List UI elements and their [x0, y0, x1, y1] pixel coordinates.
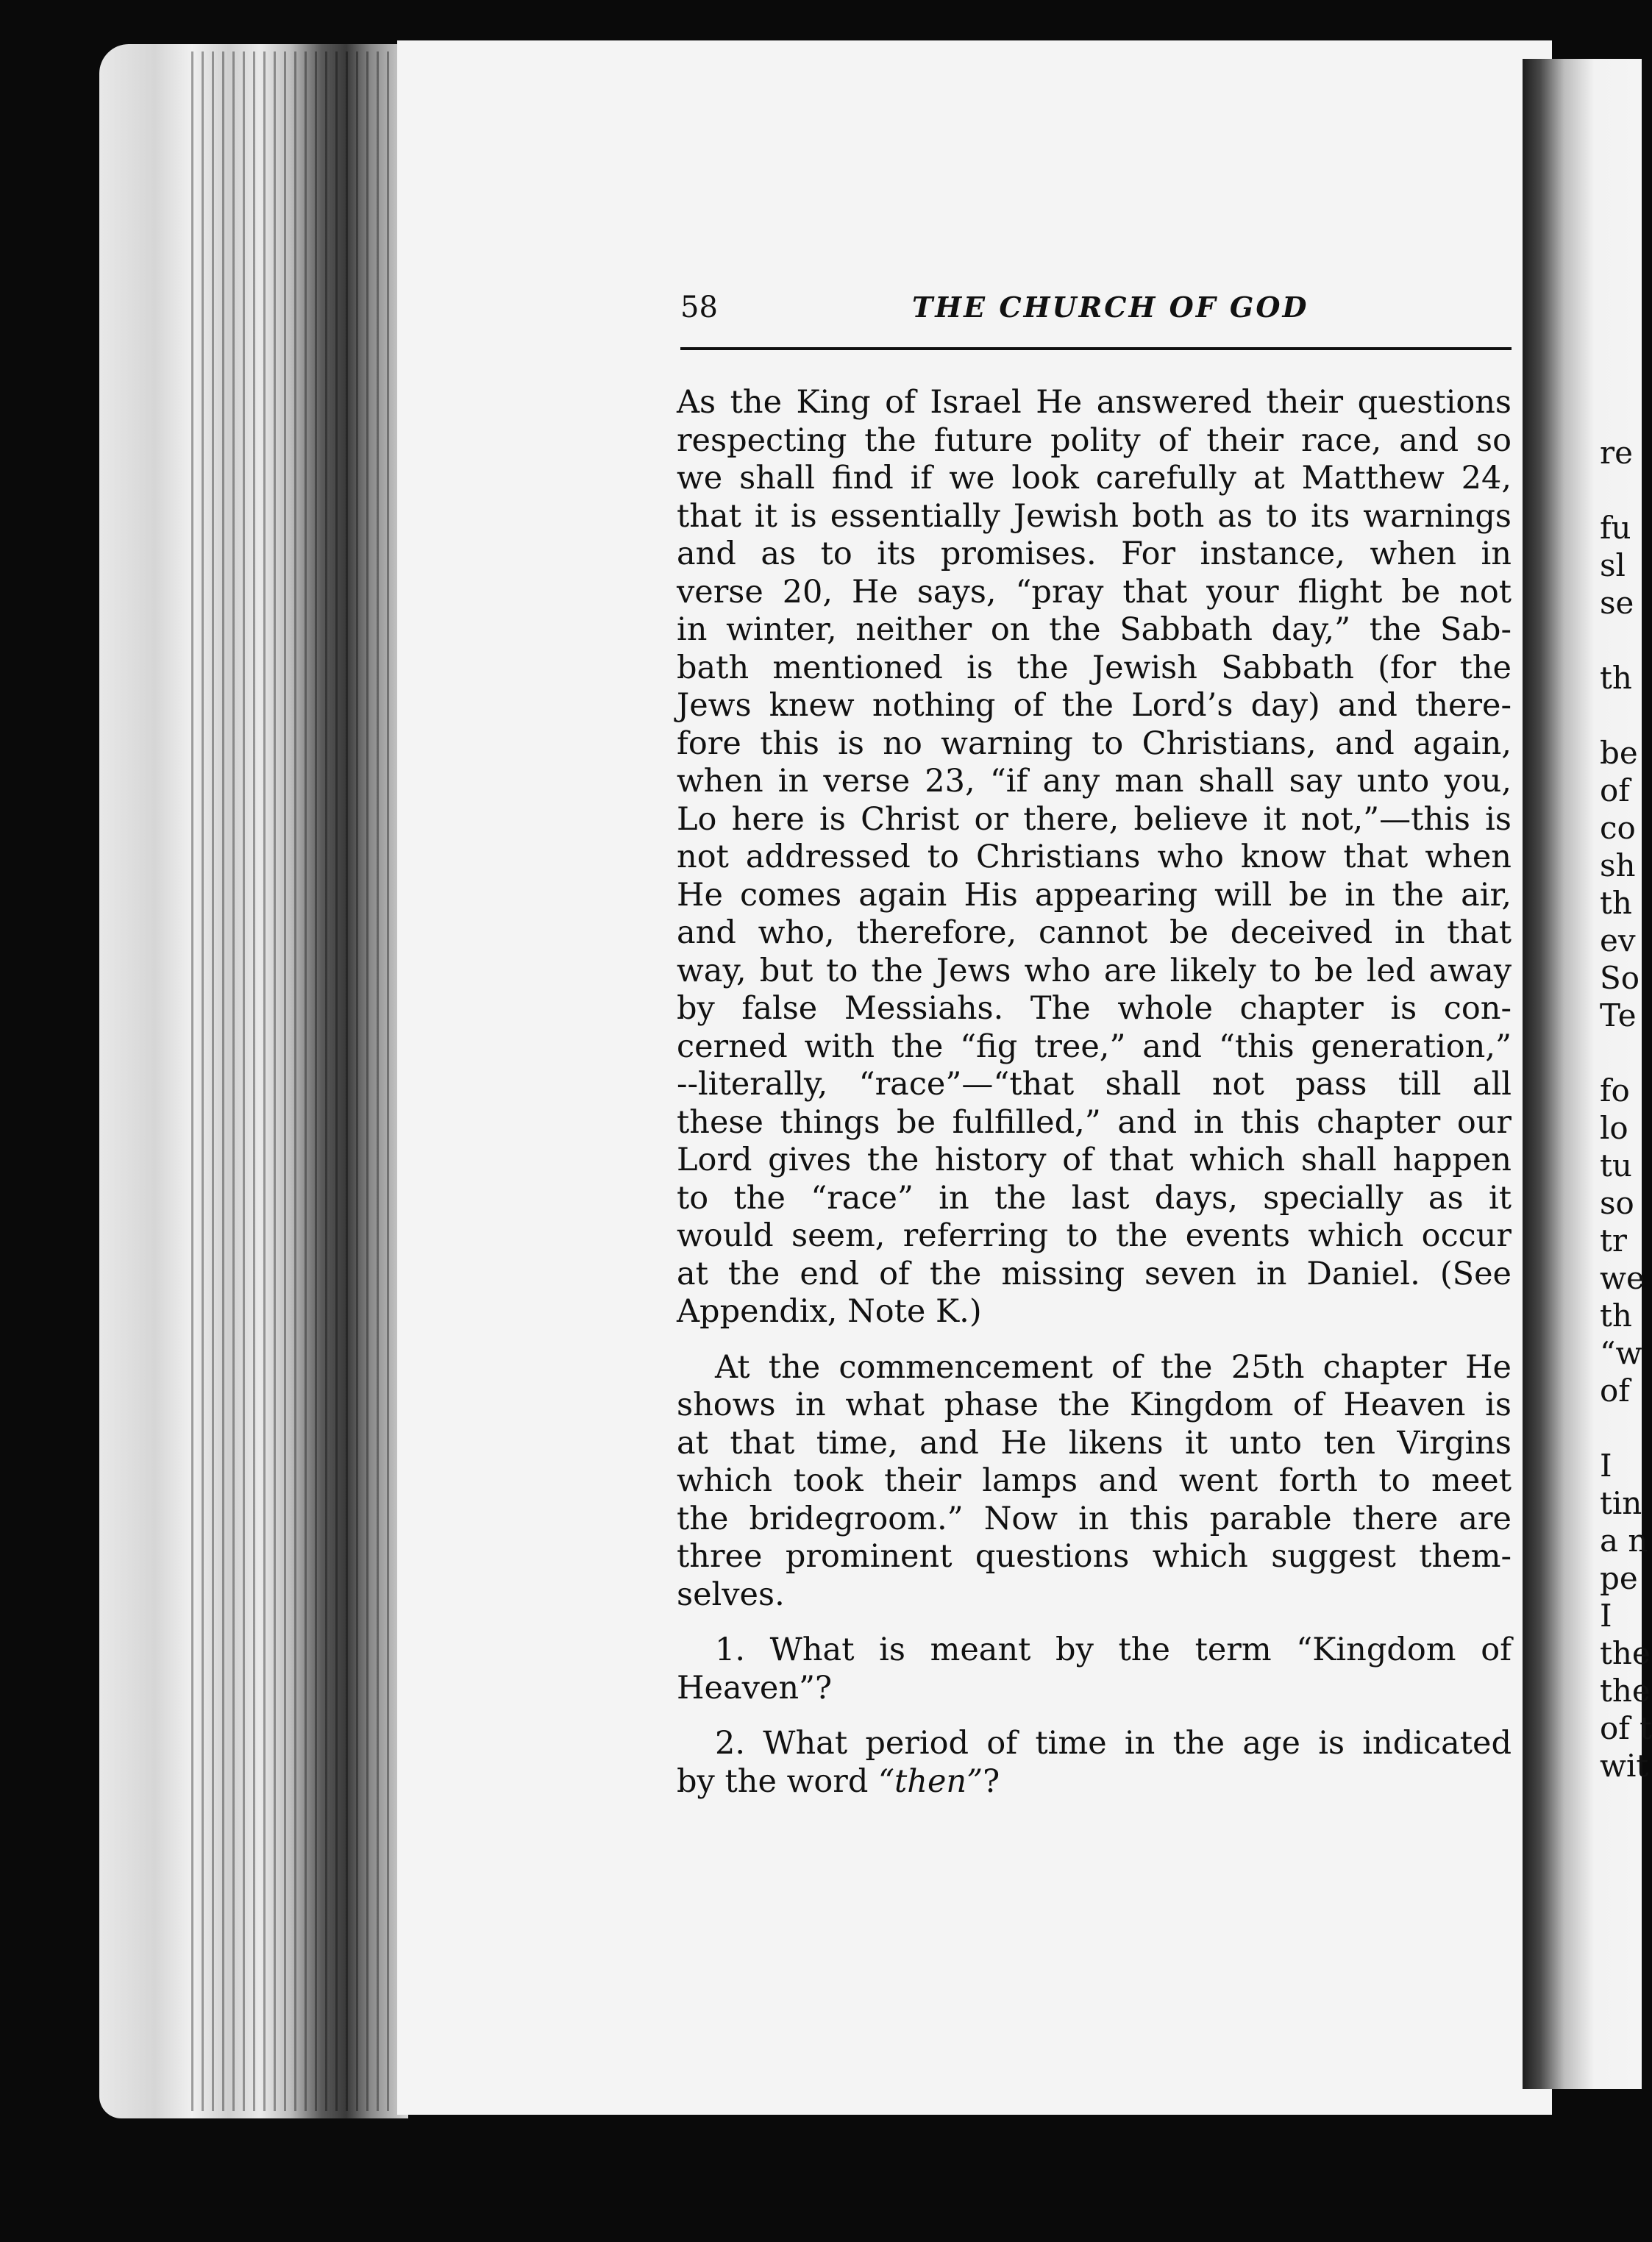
- running-title: THE CHURCH OF GOD: [912, 291, 1309, 324]
- text-line: cerned with the “fig tree,” and “this generation,”: [677, 1028, 1512, 1065]
- text-line: in winter, neither on the Sabbath day,” the Sab-: [677, 611, 1512, 648]
- facing-page-fragment: [1600, 622, 1642, 659]
- facing-page-fragment: of: [1600, 772, 1630, 808]
- facing-page-fragment: tin: [1600, 1485, 1642, 1521]
- facing-page-fragment: co: [1600, 810, 1636, 846]
- text-line: and who, therefore, cannot be deceived in that: [677, 914, 1512, 951]
- text-line: bath mentioned is the Jewish Sabbath (for the: [677, 649, 1512, 686]
- facing-page-fragment: Te: [1600, 997, 1637, 1033]
- facing-page-fragment: th: [1600, 660, 1632, 696]
- facing-page-fragment: be: [1600, 735, 1638, 771]
- text-line: fore this is no warning to Christians, and again,: [677, 725, 1512, 762]
- facing-page-fragment: fu: [1600, 510, 1631, 546]
- text-line: Appendix, Note K.): [677, 1293, 982, 1330]
- question-1: [677, 1631, 1512, 1707]
- facing-page-fragment: lo: [1600, 1110, 1628, 1146]
- page-edge-lines: [191, 51, 405, 2111]
- text-line: these things be fulfilled,” and in this chapter our: [677, 1103, 1512, 1141]
- facing-page-fragment: “w: [1600, 1335, 1642, 1371]
- facing-page-fragment: sl: [1600, 547, 1626, 583]
- facing-page-fragment: se: [1600, 585, 1634, 621]
- question-2-line-2: by the word “then”?: [677, 1762, 1000, 1800]
- facing-page-fragment: of: [1600, 1373, 1630, 1409]
- facing-page-fragment: pe: [1600, 1560, 1638, 1596]
- text-line: Lo here is Christ or there, believe it not,”—this is: [677, 800, 1512, 838]
- running-head: [680, 291, 1512, 335]
- text-line: Jews knew nothing of the Lord’s day) and there-: [677, 687, 1512, 724]
- facing-page-text: [1600, 434, 1652, 1784]
- facing-page-fragment: [1600, 697, 1642, 734]
- facing-page-fragment: th: [1600, 885, 1632, 921]
- text-line: way, but to the Jews who are likely to be led away: [677, 952, 1512, 989]
- facing-page-fragment: ev: [1600, 922, 1636, 958]
- text-line: at the end of the missing seven in Daniel. (See: [677, 1255, 1512, 1292]
- facing-page-fragment: I: [1600, 1598, 1612, 1634]
- text-line: respecting the future polity of their race, and so: [677, 421, 1512, 459]
- text-line: shows in what phase the Kingdom of Heaven is: [677, 1387, 1512, 1423]
- text-line: 1. What is meant by the term “Kingdom of: [715, 1631, 1512, 1668]
- question-2: [677, 1725, 1512, 1801]
- facing-page-fragment: th: [1600, 1298, 1632, 1334]
- question-2-line-1: 2. What period of time in the age is indicated: [715, 1725, 1512, 1762]
- text-line: which took their lamps and went forth to meet: [677, 1462, 1512, 1499]
- facing-page-fragment: of t: [1600, 1710, 1652, 1746]
- facing-page-fragment: wit: [1600, 1748, 1649, 1784]
- facing-page-fragment: So: [1600, 960, 1640, 996]
- facing-page-fragment: [1600, 1409, 1642, 1447]
- text-line: He comes again His appearing will be in the air,: [677, 876, 1512, 914]
- facing-page-fragment: fo: [1600, 1072, 1630, 1108]
- text-line: by false Messiahs. The whole chapter is con-: [677, 990, 1512, 1027]
- facing-page-fragment: [1600, 1034, 1642, 1072]
- text-line: we shall find if we look carefully at Matthew 24,: [677, 460, 1512, 497]
- text-line: Lord gives the history of that which shall happen: [677, 1142, 1512, 1178]
- header-rule: [680, 347, 1512, 350]
- text-line: the bridegroom.” Now in this parable there are: [677, 1500, 1512, 1537]
- facing-page-fragment: so: [1600, 1185, 1634, 1221]
- page-number: 58: [680, 291, 718, 324]
- facing-page-fragment: [1600, 471, 1642, 509]
- text-line: verse 20, He says, “pray that your flight be not: [677, 573, 1512, 611]
- body-text: [677, 384, 1512, 1801]
- text-line: would seem, referring to the events which occur: [677, 1217, 1512, 1254]
- text-line: at that time, and He likens it unto ten Virgins: [677, 1424, 1512, 1462]
- text-line: when in verse 23, “if any man shall say unto you,: [677, 763, 1512, 800]
- facing-page-fragment: sh: [1600, 847, 1636, 883]
- facing-page-fragment: we: [1600, 1260, 1645, 1296]
- text-line: and as to its promises. For instance, when in: [677, 535, 1512, 572]
- facing-page-fragment: tr: [1600, 1223, 1627, 1259]
- paragraph-2: [677, 1349, 1512, 1615]
- text-line: to the “race” in the last days, specially as it: [677, 1179, 1512, 1217]
- text-line: three prominent questions which suggest them-: [677, 1538, 1512, 1575]
- paragraph-1: [677, 384, 1512, 1331]
- text-line: As the King of Israel He answered their questions: [677, 384, 1512, 421]
- text-line: selves.: [677, 1576, 785, 1613]
- facing-page-fragment: tu: [1600, 1147, 1632, 1184]
- facing-page-fragment: the: [1600, 1635, 1651, 1671]
- text-line: that it is essentially Jewish both as to its warnings: [677, 497, 1512, 535]
- text-line: Heaven”?: [677, 1669, 833, 1707]
- facing-page-fragment: re: [1600, 435, 1633, 471]
- facing-page-fragment: I: [1600, 1448, 1612, 1484]
- facing-page-fragment: the: [1600, 1673, 1651, 1709]
- facing-page-fragment: a n: [1600, 1523, 1648, 1559]
- text-line: not addressed to Christians who know that when: [677, 839, 1512, 875]
- text-line: --literally, “race”—“that shall not pass till all: [677, 1066, 1512, 1103]
- text-line: At the commencement of the 25th chapter He: [715, 1348, 1512, 1386]
